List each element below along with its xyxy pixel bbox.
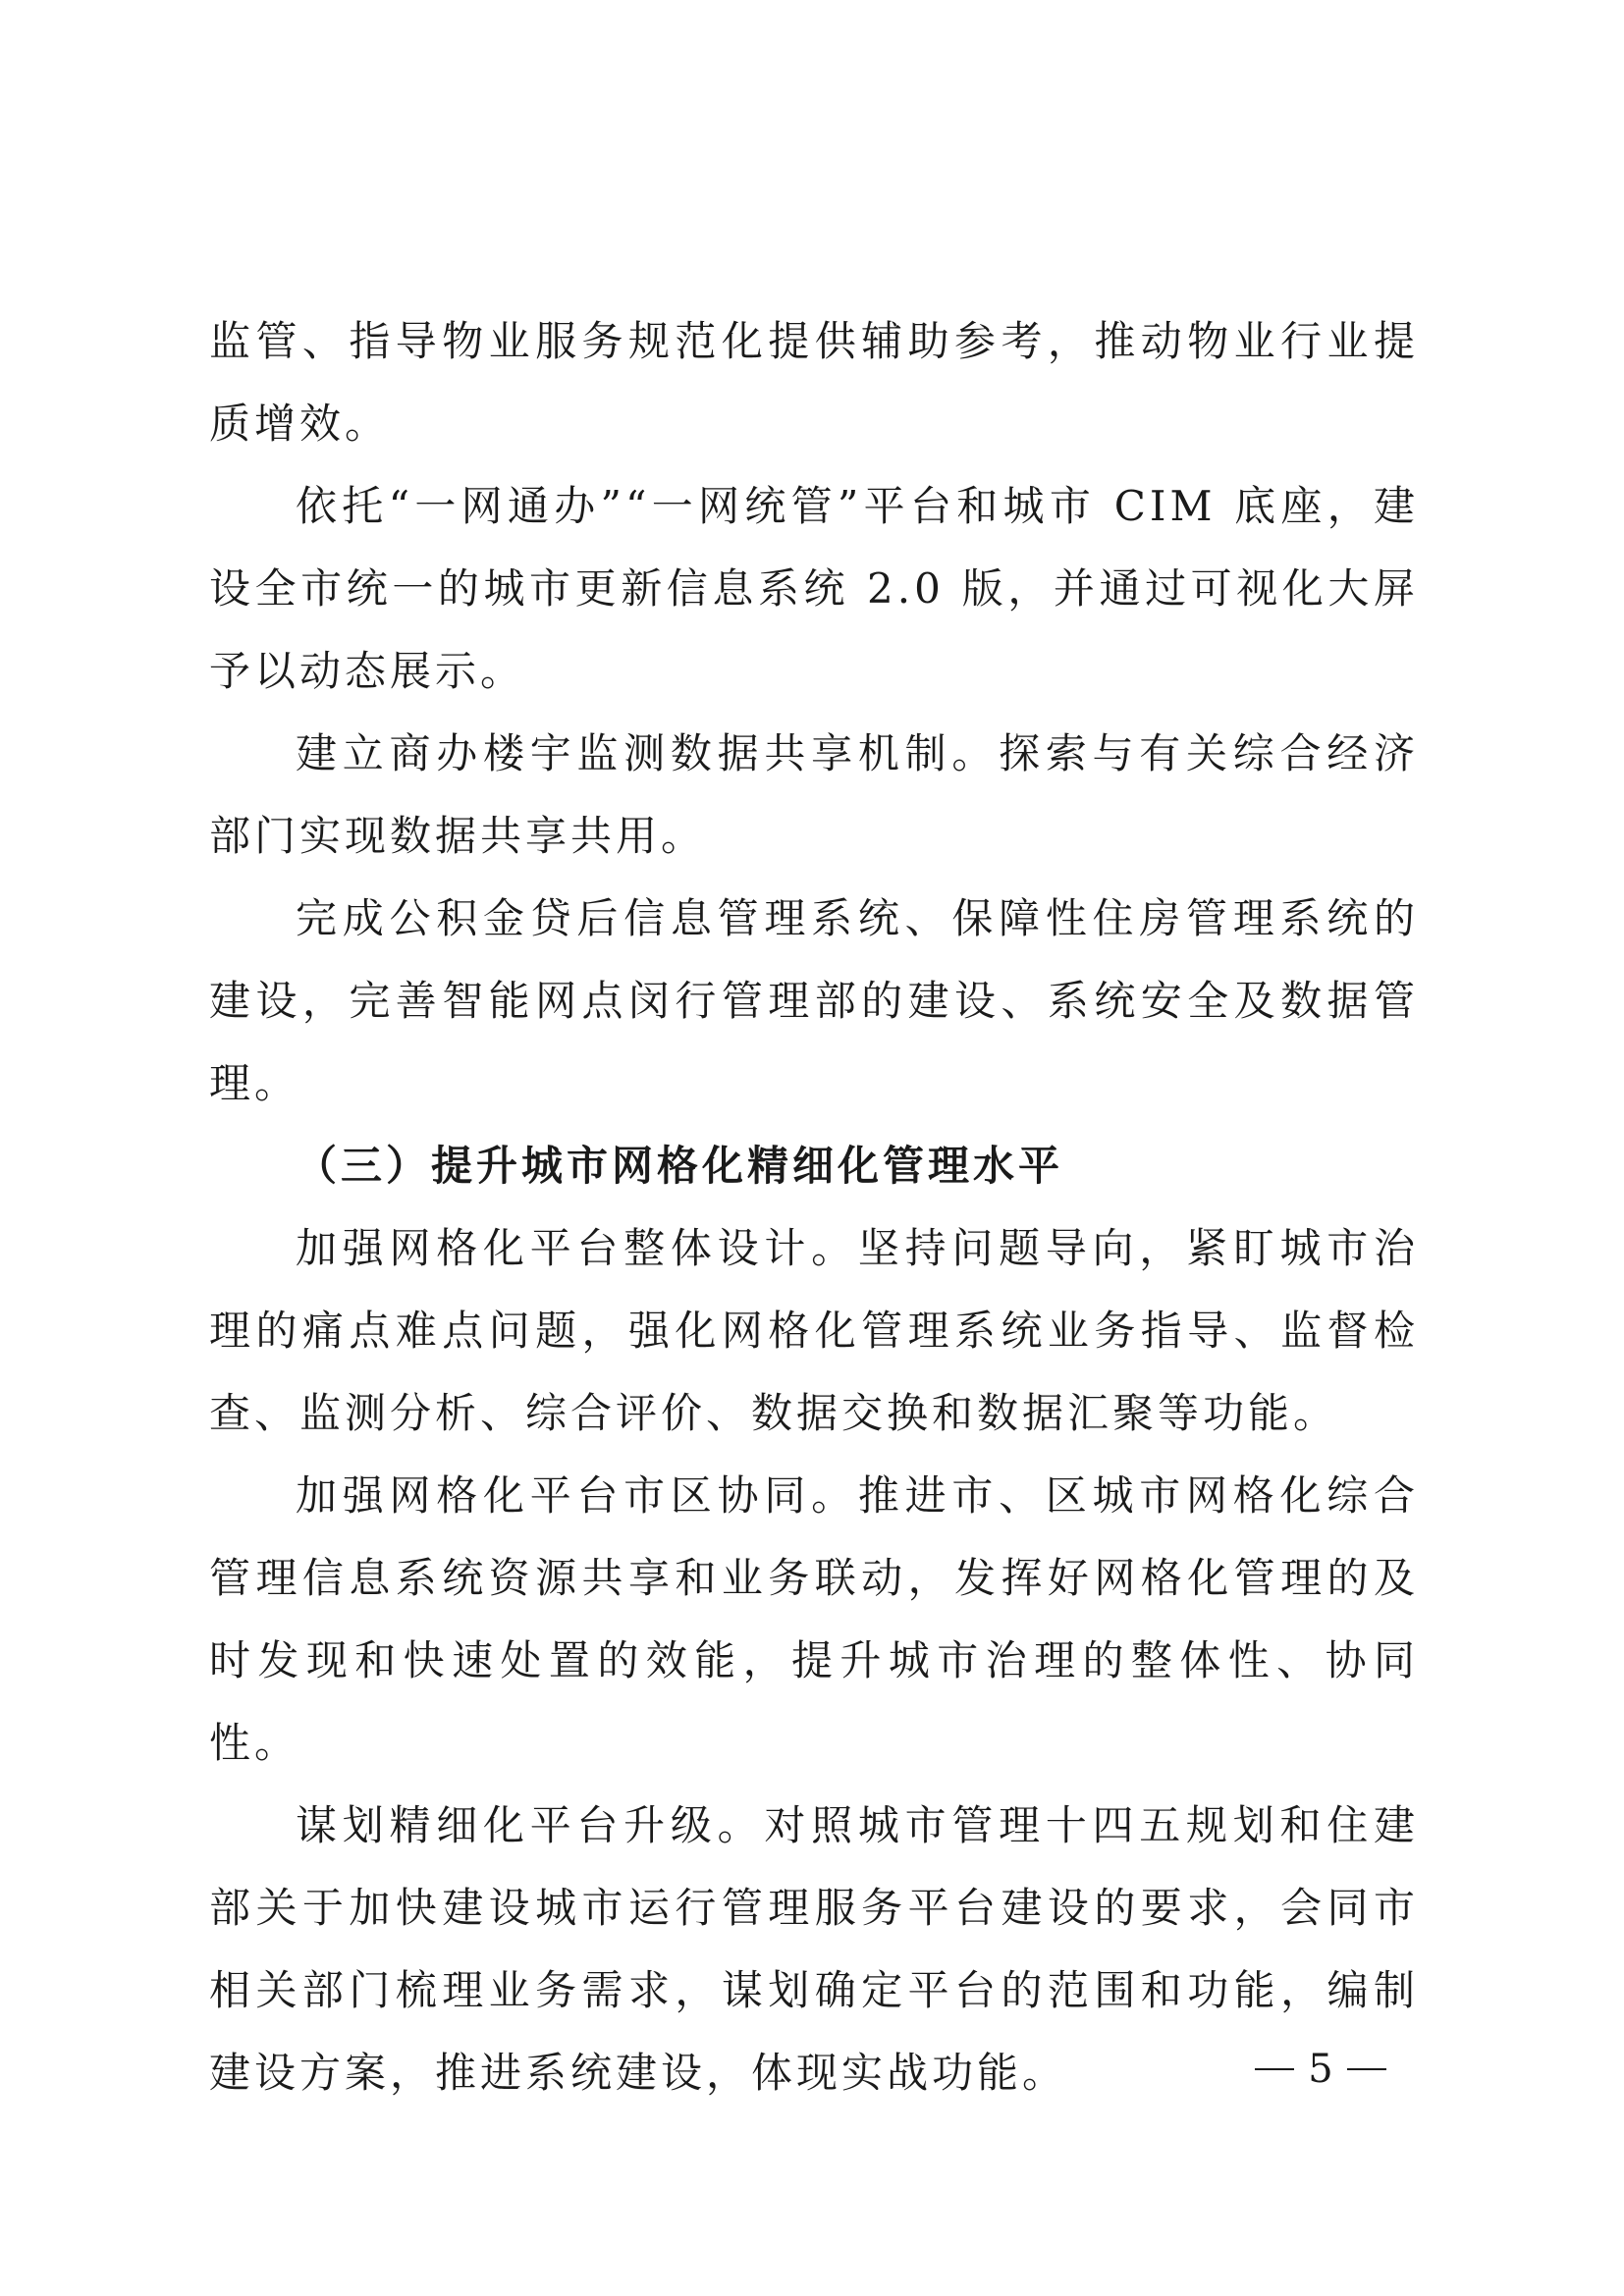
section-heading: （三）提升城市网格化精细化管理水平 [296, 1142, 1064, 1190]
page-number: 5 [1308, 2047, 1333, 2092]
right-dash [1347, 2068, 1386, 2070]
paragraph-grid-coordination: 加强网格化平台市区协同。推进市、区城市网格化综合管理信息系统资源共享和业务联动，发挥好网格化管理的及时发现和快速处置的效能，提升城市治理的整体性、协同性。 [209, 1471, 1419, 1767]
paragraph-housing-fund: 完成公积金贷后信息管理系统、保障性住房管理系统的建设，完善智能网点闵行管理部的建设、系统安全及数据管理。 [209, 894, 1419, 1107]
page-number-footer [1237, 2040, 1404, 2099]
paragraph-continued: 监管、指导物业服务规范化提供辅助参考，推动物业行业提质增效。 [209, 317, 1419, 448]
paragraph-grid-design: 加强网格化平台整体设计。坚持问题导向，紧盯城市治理的痛点难点问题，强化网格化管理系统业务指导、监督检查、监测分析、综合评价、数据交换和数据汇聚等功能。 [209, 1224, 1419, 1437]
paragraph-building-data: 建立商办楼宇监测数据共享机制。探索与有关综合经济部门实现数据共享共用。 [209, 729, 1419, 860]
left-dash [1255, 2068, 1294, 2070]
paragraph-cim-system: 依托“一网通办”“一网统管”平台和城市 CIM 底座，建设全市统一的城市更新信息系统 2.0 版，并通过可视化大屏予以动态展示。 [209, 482, 1419, 695]
document-body [209, 300, 1419, 2114]
paragraph-platform-upgrade: 谋划精细化平台升级。对照城市管理十四五规划和住建部关于加快建设城市运行管理服务平台建设的要求，会同市相关部门梳理业务需求，谋划确定平台的范围和功能，编制建设方案，推进系统建设，体现实战功能。 [209, 1801, 1419, 2097]
